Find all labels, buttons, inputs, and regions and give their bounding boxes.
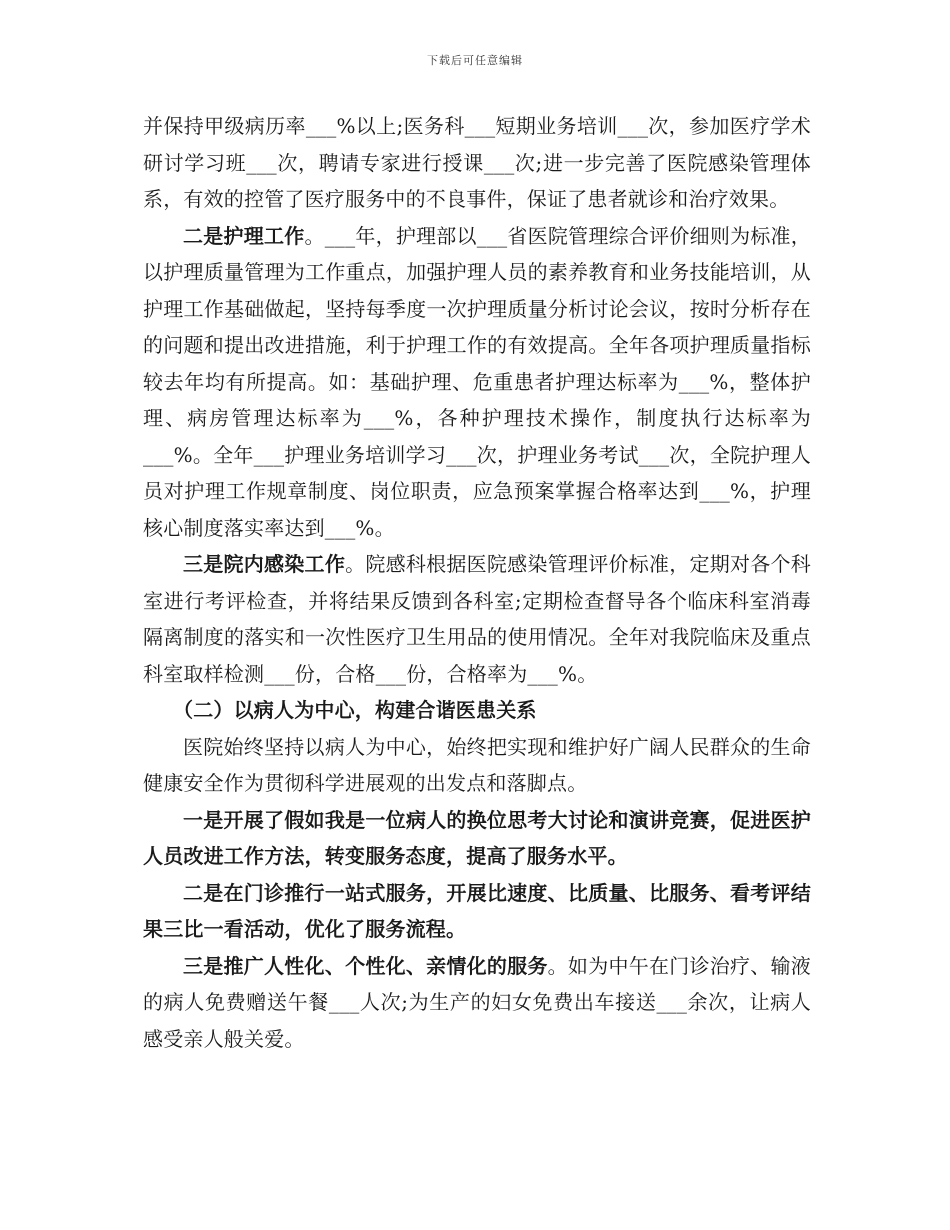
section-title: （二）以病人为中心，构建合谐医患关系 — [173, 698, 537, 722]
paragraph-lead: 三是院内感染工作 — [183, 552, 346, 576]
paragraph-text: 。如为中午在门诊治疗、输液的病人免费赠送午餐___人次;为生产的妇女免费出车接送___余次，让病人感受亲人般关爱。 — [143, 953, 811, 1051]
paragraph-humanized-service — [143, 948, 811, 1058]
paragraph-patient-centered — [143, 729, 811, 802]
paragraph-text: 并保持甲级病历率___%以上;医务科___短期业务培训___次，参加医疗学术研讨学习班___次，聘请专家进行授课___次;进一步完善了医院感染管理体系，有效的控管了医疗服务中的不良事件，保证了患者就诊和治疗效果。 — [143, 114, 811, 211]
paragraph-nursing-work — [143, 218, 811, 547]
paragraph-lead: 二是护理工作 — [183, 223, 305, 248]
paragraph-lead: 三是推广人性化、个性化、亲情化的服务 — [183, 953, 548, 978]
paragraph-role-reversal: 一是开展了假如我是一位病人的换位思考大讨论和演讲竞赛，促进医护人员改进工作方法，转变服务态度，提高了服务水平。 — [143, 807, 811, 868]
paragraph-text: 医院始终坚持以病人为中心，始终把实现和维护好广阔人民群众的生命健康安全作为贯彻科学进展观的出发点和落脚点。 — [143, 734, 811, 795]
paragraph-text: 。___年，护理部以___省医院管理综合评价细则为标准，以护理质量管理为工作重点，加强护理人员的素养教育和业务技能培训，从护理工作基础做起，坚持每季度一次护理质量分析讨论会议，按时分析存在的问题和提出改进措施，利于护理工作的有效提高。全年各项护理质量指标较去年均有所提高。如：基础护理、危重患者护理达标率为___%，整体护理、病房管理达标率为___%，各种护理技术操作，制度执行达标率为___%。全年___护理业务培训学习___次，护理业务考试___次，全院护理人员对护理工作规章制度、岗位职责，应急预案掌握合格率达到___%，护理核心制度落实率达到___%。 — [143, 223, 811, 540]
paragraph-text: 。院感科根据医院感染管理评价标准，定期对各个科室进行考评检查，并将结果反馈到各科室;定期检查督导各个临床科室消毒隔离制度的落实和一次性医疗卫生用品的使用情况。全年对我院临床及重点科室取样检测___份，合格___份，合格率为___%。 — [143, 552, 811, 686]
paragraph-medical-records — [143, 108, 811, 218]
paragraph-infection-control — [143, 546, 811, 692]
page-header: 下载后可任意编辑 — [427, 54, 523, 67]
paragraph-one-stop-service: 二是在门诊推行一站式服务，开展比速度、比质量、比服务、看考评结果三比一看活动，优化了服务流程。 — [143, 880, 811, 941]
document-body — [143, 108, 811, 1057]
